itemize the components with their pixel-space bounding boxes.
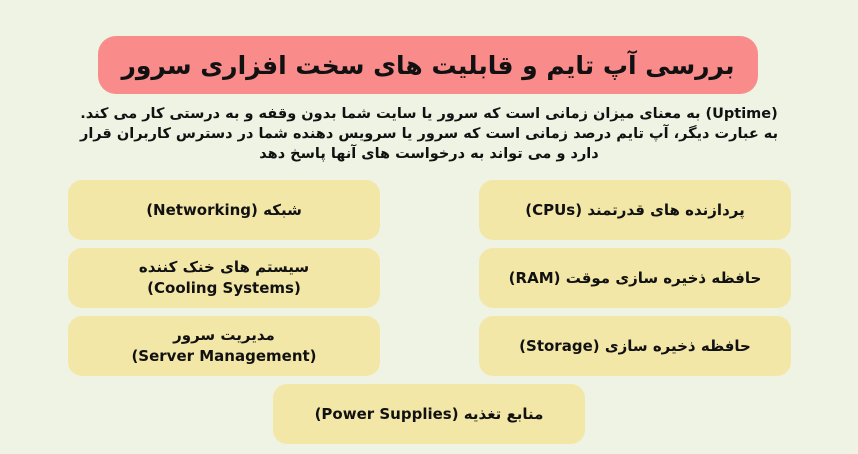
card-storage: [479, 316, 791, 376]
card-cpus-label: پردازنده های قدرتمند (CPUs): [525, 200, 745, 219]
card-networking: [68, 180, 380, 240]
card-cooling: [68, 248, 380, 308]
card-cooling-label-fa: سیستم های خنک کننده: [138, 258, 310, 276]
card-storage-label: حافظه ذخیره سازی (Storage): [519, 336, 751, 355]
card-ram-label: حافظه ذخیره سازی موقت (RAM): [508, 268, 762, 287]
card-cpus: [479, 180, 791, 240]
description-line-2: به عبارت دیگر، آپ تایم درصد زمانی است که سرور یا سرویس دهنده شما در دسترس کاربران قرار: [79, 126, 779, 142]
card-cooling-label-en: (Cooling Systems): [147, 279, 301, 297]
page-title: بررسی آپ تایم و قابلیت های سخت افزاری سرور: [98, 36, 758, 94]
card-networking-label: شبکه (Networking): [146, 200, 302, 219]
card-management-label-en: (Server Management): [131, 347, 317, 365]
description-line-1: (Uptime) به معنای میزان زمانی است که سرور یا سایت شما بدون وقفه و به درستی کار می کند.: [80, 106, 778, 122]
card-ram: [479, 248, 791, 308]
description-line-3: دارد و می تواند به درخواست های آنها پاسخ دهد: [259, 146, 599, 162]
card-server-management: [68, 316, 380, 376]
card-power-label: منابع تغذیه (Power Supplies): [314, 404, 544, 423]
card-power-supplies: [273, 384, 585, 444]
card-management-label-fa: مدیریت سرور: [173, 326, 275, 344]
description: [60, 104, 798, 164]
